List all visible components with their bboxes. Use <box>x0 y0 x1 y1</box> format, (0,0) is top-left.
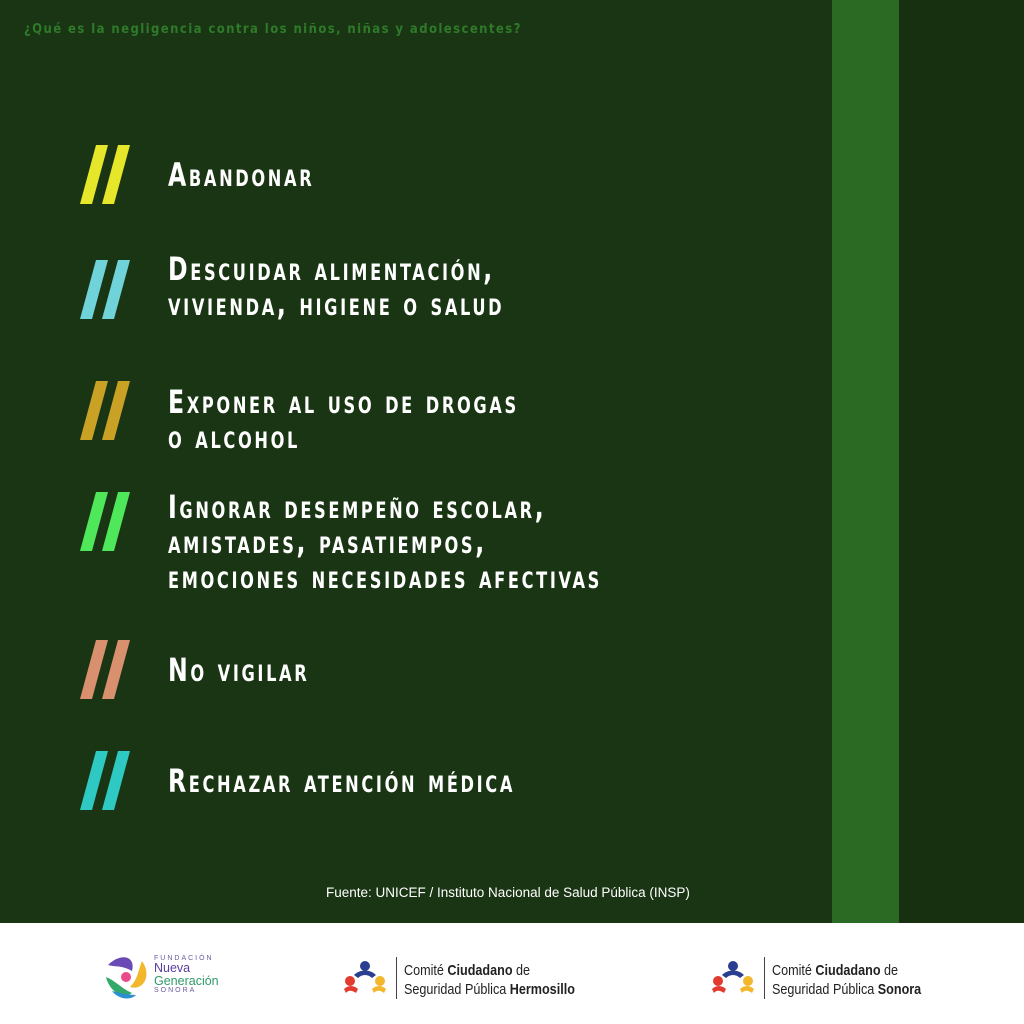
item-line: Ignorar desempeño escolar, <box>168 488 547 526</box>
comite-wordmark <box>404 961 575 999</box>
slash-stroke <box>102 260 130 319</box>
item-text <box>168 158 314 193</box>
logo-text: de <box>880 962 899 979</box>
item-line: Abandonar <box>168 156 315 194</box>
slash-stroke <box>102 640 130 699</box>
logo-text: Seguridad Pública <box>772 981 878 998</box>
item-line: emociones necesidades afectivas <box>168 558 602 596</box>
item-text <box>168 385 519 455</box>
source-note: Fuente: UNICEF / Instituto Nacional de Salud Pública (INSP) <box>326 885 690 900</box>
logo-divider <box>396 957 397 999</box>
slash-stroke <box>80 381 108 440</box>
double-slash-icon <box>80 640 136 702</box>
logo-comite-hermosillo <box>340 955 590 1001</box>
item-line: o alcohol <box>168 418 300 456</box>
slash-stroke <box>80 640 108 699</box>
item-line: Rechazar atención médica <box>168 762 516 800</box>
double-slash-icon <box>80 145 136 207</box>
logo-text: Seguridad Pública <box>404 981 510 998</box>
item-line: No vigilar <box>168 651 310 689</box>
green-stripe <box>832 0 899 923</box>
slash-stroke <box>80 260 108 319</box>
footer-logos <box>0 923 1024 1024</box>
item-text <box>168 490 602 595</box>
item-text <box>168 252 504 322</box>
logo-fundacion-nueva-generacion <box>102 949 242 1001</box>
right-panel <box>899 0 1024 923</box>
logo-text-bold: Sonora <box>877 981 922 998</box>
double-slash-icon <box>80 260 136 322</box>
logo-divider <box>764 957 765 999</box>
comite-emblem-icon <box>708 959 758 999</box>
logo-line: FUNDACIÓN <box>154 955 214 962</box>
item-line: Exponer al uso de drogas <box>168 383 519 421</box>
item-text <box>168 653 309 688</box>
logo-text: de <box>512 962 531 979</box>
fundacion-wordmark <box>154 955 219 994</box>
logo-line: SONORA <box>154 987 197 994</box>
item-line: vivienda, higiene o salud <box>168 285 505 323</box>
fundacion-emblem-icon <box>102 951 152 1001</box>
slash-stroke <box>80 145 108 204</box>
slash-stroke <box>80 751 108 810</box>
logo-line <box>772 980 921 999</box>
item-line: Descuidar alimentación, <box>168 250 495 288</box>
item-line: amistades, pasatiempos, <box>168 523 487 561</box>
logo-line <box>404 961 575 980</box>
slash-stroke <box>102 492 130 551</box>
logo-line <box>772 961 921 980</box>
logo-text: Comité <box>404 962 448 979</box>
slash-stroke <box>102 751 130 810</box>
logo-line <box>404 980 575 999</box>
logo-text: Comité <box>772 962 816 979</box>
slash-stroke <box>80 492 108 551</box>
logo-text-bold: Ciudadano <box>815 962 881 979</box>
comite-emblem-icon <box>340 959 390 999</box>
logo-line: Nueva <box>154 961 191 975</box>
logo-line: Generación <box>154 973 219 988</box>
slash-stroke <box>102 145 130 204</box>
logo-text-bold: Ciudadano <box>447 962 513 979</box>
comite-wordmark <box>772 961 921 999</box>
logo-text-bold: Hermosillo <box>509 981 575 998</box>
double-slash-icon <box>80 751 136 813</box>
item-text <box>168 764 515 799</box>
double-slash-icon <box>80 381 136 443</box>
slash-stroke <box>102 381 130 440</box>
double-slash-icon <box>80 492 136 554</box>
logo-comite-sonora <box>708 955 958 1001</box>
page-title: ¿Qué es la negligencia contra los niños, niñas y adolescentes? <box>24 22 522 37</box>
